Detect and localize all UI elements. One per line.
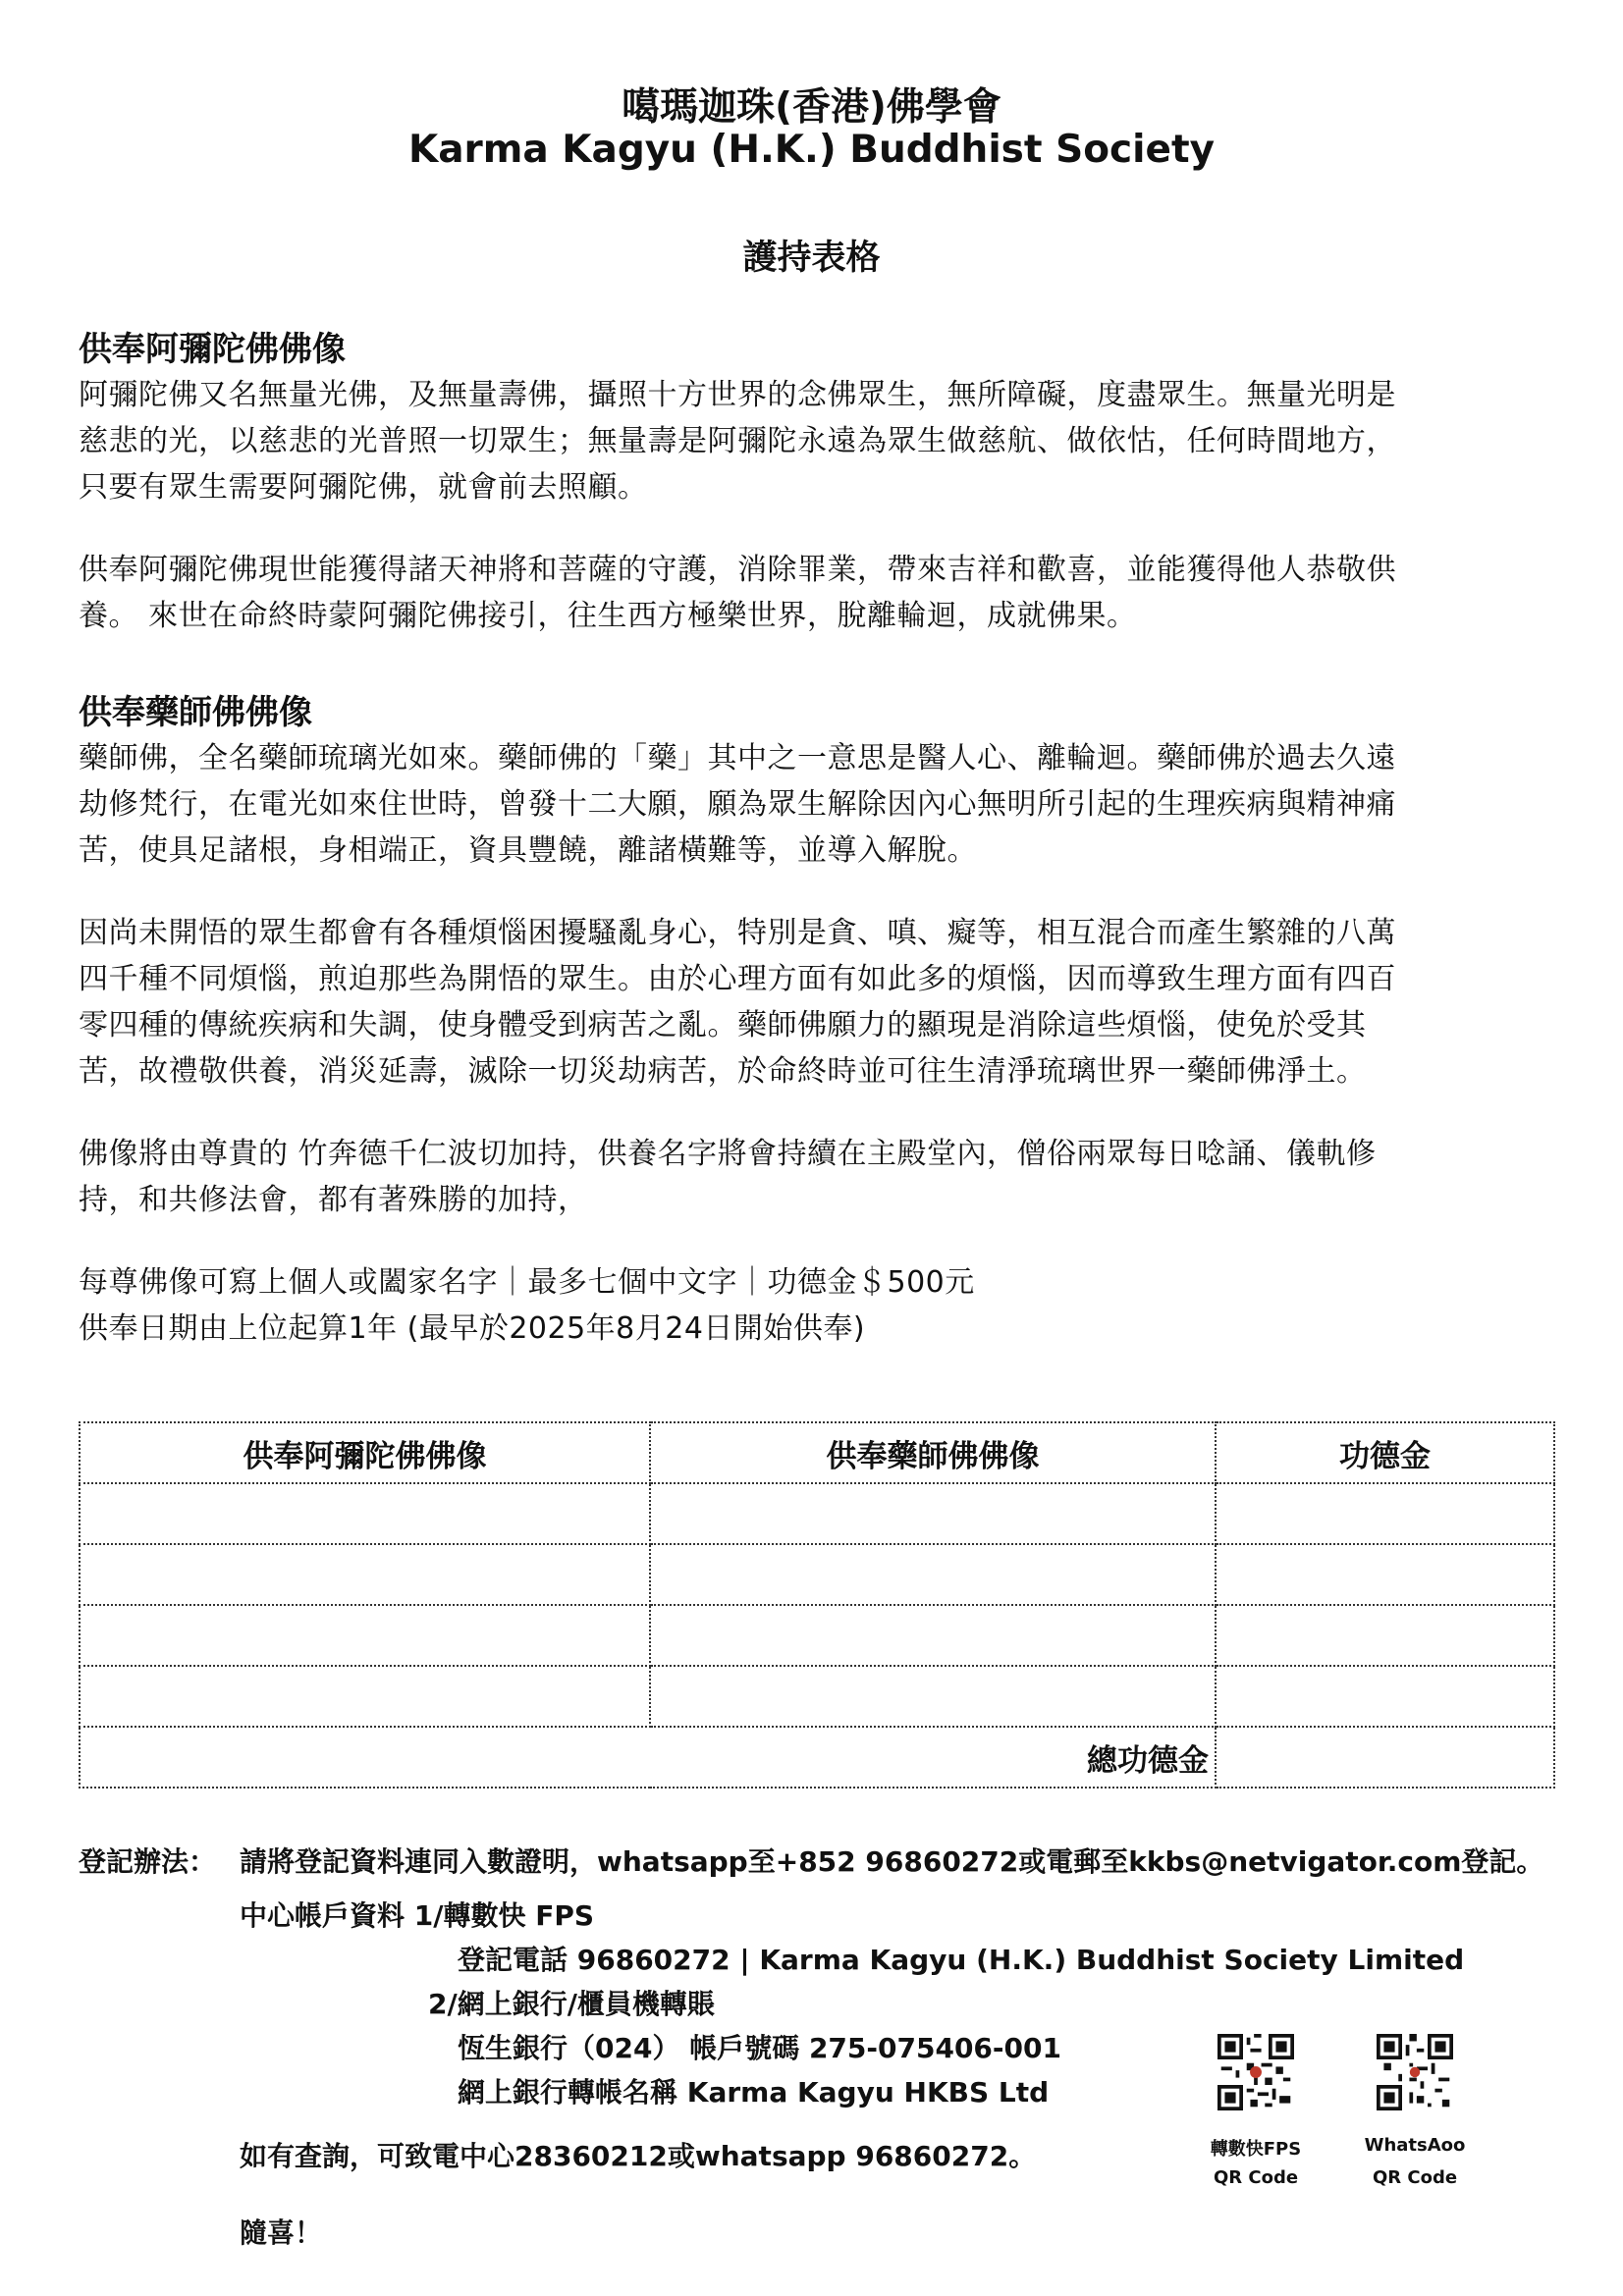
table-row bbox=[80, 1483, 1554, 1544]
whatsapp-qr-caption: WhatsAoo bbox=[1364, 2135, 1466, 2156]
table-row bbox=[80, 1605, 1554, 1666]
table-total-row bbox=[80, 1727, 1554, 1788]
total-value[interactable] bbox=[1216, 1727, 1554, 1788]
registration-instruction: 請將登記資料連同入數證明，whatsapp至+852 96860272或電郵至kkbs@netvigator.com登記。 bbox=[240, 1845, 1544, 1878]
cell-amount[interactable] bbox=[1216, 1666, 1554, 1727]
total-label: 總功德金 bbox=[80, 1727, 1216, 1788]
medicine-paragraph-2 bbox=[79, 910, 1551, 1095]
text-line: 養。 來世在命終時蒙阿彌陀佛接引，往生西方極樂世界，脫離輪迴，成就佛果。 bbox=[79, 599, 1137, 633]
whatsapp-qr-code-icon bbox=[1377, 2034, 1453, 2110]
fps-line: 登記電話 96860272 | Karma Kagyu (H.K.) Buddhist Society Limited bbox=[458, 1944, 1465, 1976]
online-transfer-name: 網上銀行轉帳名稱 Karma Kagyu HKBS Ltd bbox=[458, 2076, 1050, 2109]
cell-amount[interactable] bbox=[1216, 1483, 1554, 1544]
text-line: 佛像將由尊貴的 竹奔德千仁波切加持，供養名字將會持續在主殿堂內，僧俗兩眾每日唸誦、儀軌修 bbox=[79, 1137, 1377, 1171]
cell-amitabha-name[interactable] bbox=[80, 1605, 650, 1666]
registration-label: 登記辦法： bbox=[79, 1845, 217, 1878]
terms-line-2: 供奉日期由上位起算1年 (最早於2025年8月24日開始供奉) bbox=[79, 1311, 866, 1346]
table-row bbox=[80, 1666, 1554, 1727]
text-line: 藥師佛，全名藥師琉璃光如來。藥師佛的「藥」其中之一意思是醫人心、離輪迴。藥師佛於過去久遠 bbox=[79, 741, 1396, 775]
org-name-en: Karma Kagyu (H.K.) Buddhist Society bbox=[407, 128, 1216, 172]
col-header-amitabha: 供奉阿彌陀佛佛像 bbox=[80, 1422, 650, 1483]
text-line: 慈悲的光，以慈悲的光普照一切眾生；無量壽是阿彌陀永遠為眾生做慈航、做依怙，任何時間地方， bbox=[79, 424, 1396, 458]
medicine-paragraph-3 bbox=[79, 1131, 1551, 1223]
medicine-heading: 供奉藥師佛佛像 bbox=[79, 693, 312, 732]
col-header-medicine: 供奉藥師佛佛像 bbox=[650, 1422, 1216, 1483]
table-row bbox=[80, 1544, 1554, 1605]
text-line: 阿彌陀佛又名無量光佛，及無量壽佛，攝照十方世界的念佛眾生，無所障礙，度盡眾生。無量光明是 bbox=[79, 378, 1396, 412]
bank-account-line: 恆生銀行（024） 帳戶號碼 275-075406-001 bbox=[458, 2032, 1061, 2064]
form-title: 護持表格 bbox=[742, 239, 881, 278]
text-line: 只要有眾生需要阿彌陀佛，就會前去照顧。 bbox=[79, 470, 648, 505]
medicine-paragraph-1 bbox=[79, 735, 1551, 874]
text-line: 劫修梵行，在電光如來住世時，曾發十二大願，願為眾生解除因內心無明所引起的生理疾病與精神痛 bbox=[79, 787, 1396, 822]
cell-amitabha-name[interactable] bbox=[80, 1666, 650, 1727]
amitabha-section bbox=[79, 327, 1551, 639]
org-name-zh: 噶瑪迦珠(香港)佛學會 bbox=[622, 85, 1001, 130]
cell-medicine-name[interactable] bbox=[650, 1483, 1216, 1544]
text-line: 零四種的傳統疾病和失調，使身體受到病苦之亂。藥師佛願力的顯現是消除這些煩惱，使免於受其 bbox=[79, 1008, 1367, 1042]
text-line: 苦，使具足諸根，身相端正，資具豐饒，離諸橫難等，並導入解脫。 bbox=[79, 833, 977, 868]
text-line: 持，和共修法會，都有著殊勝的加持， bbox=[79, 1183, 588, 1217]
whatsapp-qr-caption-2: QR Code bbox=[1372, 2167, 1458, 2188]
cell-medicine-name[interactable] bbox=[650, 1605, 1216, 1666]
text-line: 供奉阿彌陀佛現世能獲得諸天神將和菩薩的守護，消除罪業，帶來吉祥和歡喜，並能獲得他人恭敬供 bbox=[79, 553, 1396, 587]
account-heading: 中心帳戶資料 1/轉數快 FPS bbox=[240, 1899, 595, 1932]
text-line: 四千種不同煩惱，煎迫那些為開悟的眾生。由於心理方面有如此多的煩惱，因而導致生理方面有四百 bbox=[79, 962, 1396, 996]
enquiry-text: 如有查詢，可致電中心28360212或whatsapp 96860272。 bbox=[240, 2140, 1037, 2172]
closing-text: 隨喜！ bbox=[240, 2216, 323, 2249]
cell-medicine-name[interactable] bbox=[650, 1544, 1216, 1605]
fps-qr-code-icon bbox=[1217, 2034, 1294, 2110]
offering-table bbox=[79, 1421, 1555, 1789]
fps-qr-caption: 轉數快FPS bbox=[1210, 2139, 1302, 2160]
cell-amitabha-name[interactable] bbox=[80, 1483, 650, 1544]
fps-qr-caption-2: QR Code bbox=[1213, 2167, 1299, 2188]
col-header-amount: 功德金 bbox=[1216, 1422, 1554, 1483]
bank-heading: 2/網上銀行/櫃員機轉賬 bbox=[428, 1988, 715, 2020]
text-line: 苦，故禮敬供養，消災延壽，滅除一切災劫病苦，於命終時並可往生清淨琉璃世界一藥師佛淨土。 bbox=[79, 1054, 1367, 1089]
cell-amount[interactable] bbox=[1216, 1544, 1554, 1605]
amitabha-paragraph-1 bbox=[79, 372, 1551, 510]
table-header-row bbox=[80, 1422, 1554, 1483]
terms-line-1: 每尊佛像可寫上個人或闔家名字｜最多七個中文字｜功德金＄500元 bbox=[79, 1265, 975, 1300]
amitabha-paragraph-2 bbox=[79, 547, 1551, 639]
medicine-section bbox=[79, 690, 1551, 1352]
cell-amount[interactable] bbox=[1216, 1605, 1554, 1666]
amitabha-heading: 供奉阿彌陀佛佛像 bbox=[79, 330, 346, 369]
text-line: 因尚未開悟的眾生都會有各種煩惱困擾騷亂身心，特別是貪、嗔、癡等，相互混合而產生繁雜的八萬 bbox=[79, 916, 1396, 950]
cell-amitabha-name[interactable] bbox=[80, 1544, 650, 1605]
cell-medicine-name[interactable] bbox=[650, 1666, 1216, 1727]
terms-block bbox=[79, 1259, 1551, 1352]
